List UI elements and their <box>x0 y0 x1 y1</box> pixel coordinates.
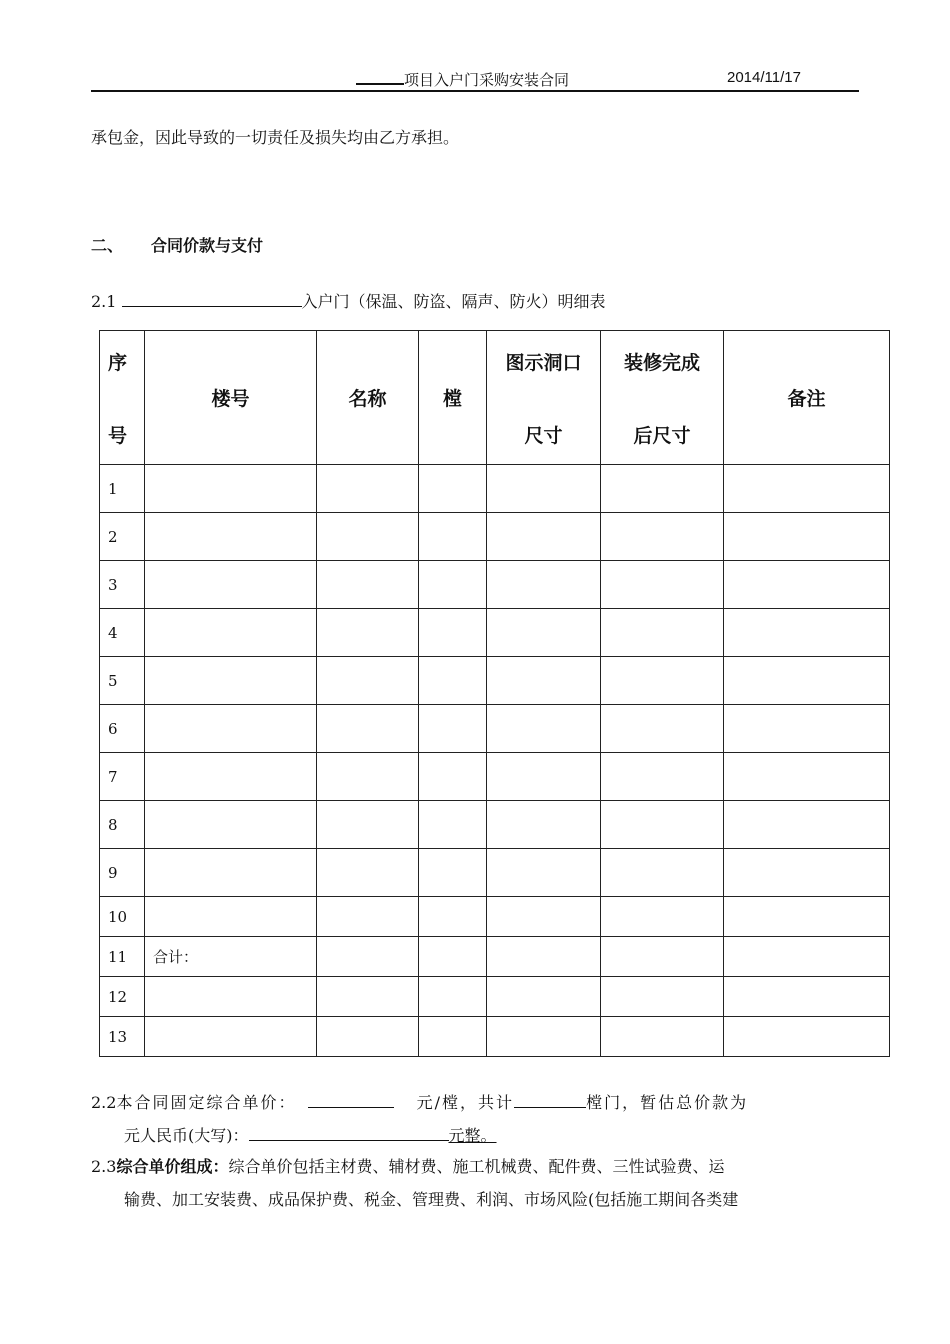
cell-unit <box>419 849 487 897</box>
table-row <box>100 465 890 513</box>
cell-seq: 3 <box>100 561 145 609</box>
item-2-3-line1 <box>91 1157 724 1177</box>
cell-building <box>145 849 317 897</box>
cell-building <box>145 561 317 609</box>
cell-name <box>317 465 419 513</box>
cell-unit <box>419 561 487 609</box>
cell-opening <box>487 897 601 937</box>
header-building: 楼号 <box>145 331 317 465</box>
item-2-3-label: 综合单价组成： <box>116 1157 229 1176</box>
cell-seq: 11 <box>100 937 145 977</box>
cell-seq: 10 <box>100 897 145 937</box>
cell-unit <box>419 609 487 657</box>
cell-seq: 12 <box>100 977 145 1017</box>
cell-name <box>317 657 419 705</box>
cell-remark <box>724 513 890 561</box>
cell-building <box>145 801 317 849</box>
item-2-2-line2 <box>124 1124 497 1146</box>
cell-unit <box>419 977 487 1017</box>
table-row <box>100 657 890 705</box>
cell-building <box>145 1017 317 1057</box>
item-2-2-text1: 本合同固定综合单价： <box>116 1093 297 1112</box>
cell-unit <box>419 897 487 937</box>
cell-opening <box>487 937 601 977</box>
header-opening-size: 图示洞口 尺寸 <box>487 331 601 465</box>
cell-seq: 6 <box>100 705 145 753</box>
item-2-2-text2: 元/樘，共计 <box>416 1093 515 1112</box>
cell-finished <box>601 897 724 937</box>
header-name: 名称 <box>317 331 419 465</box>
item-2-3-number: 2.3 <box>91 1157 117 1176</box>
cell-finished <box>601 801 724 849</box>
header-finished-size: 装修完成 后尺寸 <box>601 331 724 465</box>
cell-remark <box>724 753 890 801</box>
item-2-2-line2-start: 元人民币(大写)： <box>124 1126 249 1145</box>
cell-finished <box>601 561 724 609</box>
item-2-2-text3: 樘门，暂估总价款为 <box>586 1093 749 1112</box>
item-2-1-text: 入户门（保温、防盗、隔声、防火）明细表 <box>301 292 606 311</box>
table-row <box>100 753 890 801</box>
header-title: 项目入户门采购安装合同 <box>356 69 569 90</box>
item-2-3-line2: 输费、加工安装费、成品保护费、税金、管理费、利润、市场风险(包括施工期间各类建 <box>124 1190 739 1209</box>
cell-name <box>317 513 419 561</box>
cell-building <box>145 705 317 753</box>
cell-opening <box>487 1017 601 1057</box>
cell-name <box>317 561 419 609</box>
cell-opening <box>487 705 601 753</box>
cell-name <box>317 705 419 753</box>
cell-unit <box>419 1017 487 1057</box>
cell-total-label: 合计： <box>145 937 317 977</box>
cell-seq: 1 <box>100 465 145 513</box>
cell-opening <box>487 849 601 897</box>
cell-remark <box>724 801 890 849</box>
cell-remark <box>724 937 890 977</box>
cell-building <box>145 753 317 801</box>
section-number: 二、 <box>91 236 124 255</box>
cell-name <box>317 753 419 801</box>
cell-finished <box>601 937 724 977</box>
cell-seq: 5 <box>100 657 145 705</box>
cell-unit <box>419 753 487 801</box>
cell-name <box>317 937 419 977</box>
cell-opening <box>487 513 601 561</box>
item-2-2-number: 2.2 <box>91 1093 117 1112</box>
total-amount-blank <box>249 1124 449 1141</box>
table-row <box>100 705 890 753</box>
table-row <box>100 849 890 897</box>
cell-seq: 2 <box>100 513 145 561</box>
cell-name <box>317 801 419 849</box>
header-date: 2014/11/17 <box>727 69 801 86</box>
cell-seq: 4 <box>100 609 145 657</box>
table-row <box>100 513 890 561</box>
cell-opening <box>487 561 601 609</box>
header-unit: 樘 <box>419 331 487 465</box>
cell-name <box>317 609 419 657</box>
cell-building <box>145 657 317 705</box>
cell-opening <box>487 753 601 801</box>
section-heading <box>91 236 263 256</box>
unit-price-blank <box>308 1091 394 1108</box>
cell-building <box>145 609 317 657</box>
table-row <box>100 801 890 849</box>
table-row <box>100 977 890 1017</box>
cell-finished <box>601 657 724 705</box>
item-2-2-line2-end: 元整。 <box>448 1126 497 1145</box>
cell-building <box>145 513 317 561</box>
table-row <box>100 609 890 657</box>
cell-remark <box>724 977 890 1017</box>
table-row <box>100 897 890 937</box>
cell-finished <box>601 513 724 561</box>
cell-unit <box>419 937 487 977</box>
cell-seq: 9 <box>100 849 145 897</box>
item-2-2-line1 <box>91 1091 748 1113</box>
door-detail-table <box>99 330 890 1057</box>
cell-seq: 7 <box>100 753 145 801</box>
item-2-1 <box>91 290 606 312</box>
cell-name <box>317 849 419 897</box>
table-row <box>100 1017 890 1057</box>
quantity-blank <box>514 1091 586 1108</box>
item-2-1-blank <box>122 290 302 307</box>
cell-seq: 13 <box>100 1017 145 1057</box>
section-title: 合同价款与支付 <box>151 236 264 255</box>
cell-finished <box>601 705 724 753</box>
intro-paragraph: 承包金，因此导致的一切责任及损失均由乙方承担。 <box>91 128 460 147</box>
cell-remark <box>724 609 890 657</box>
cell-finished <box>601 465 724 513</box>
cell-finished <box>601 1017 724 1057</box>
cell-unit <box>419 801 487 849</box>
header-remark: 备注 <box>724 331 890 465</box>
cell-opening <box>487 465 601 513</box>
cell-finished <box>601 753 724 801</box>
cell-finished <box>601 609 724 657</box>
cell-remark <box>724 657 890 705</box>
cell-unit <box>419 465 487 513</box>
header-title-blank <box>356 69 404 85</box>
cell-building <box>145 897 317 937</box>
cell-remark <box>724 561 890 609</box>
cell-building <box>145 977 317 1017</box>
cell-remark <box>724 849 890 897</box>
table-row-total <box>100 937 890 977</box>
cell-remark <box>724 705 890 753</box>
cell-opening <box>487 657 601 705</box>
cell-opening <box>487 801 601 849</box>
cell-seq: 8 <box>100 801 145 849</box>
cell-finished <box>601 849 724 897</box>
page-header <box>91 68 859 92</box>
item-2-1-number: 2.1 <box>91 292 117 311</box>
cell-name <box>317 897 419 937</box>
header-seq: 序 号 <box>100 331 145 465</box>
cell-opening <box>487 609 601 657</box>
item-2-3-line1-text: 综合单价包括主材费、辅材费、施工机械费、配件费、三性试验费、运 <box>228 1157 725 1176</box>
table-header-row <box>100 331 890 465</box>
cell-remark <box>724 897 890 937</box>
cell-opening <box>487 977 601 1017</box>
cell-remark <box>724 1017 890 1057</box>
cell-finished <box>601 977 724 1017</box>
cell-unit <box>419 657 487 705</box>
cell-unit <box>419 705 487 753</box>
table-row <box>100 561 890 609</box>
cell-name <box>317 1017 419 1057</box>
cell-name <box>317 977 419 1017</box>
cell-remark <box>724 465 890 513</box>
cell-building <box>145 465 317 513</box>
cell-unit <box>419 513 487 561</box>
